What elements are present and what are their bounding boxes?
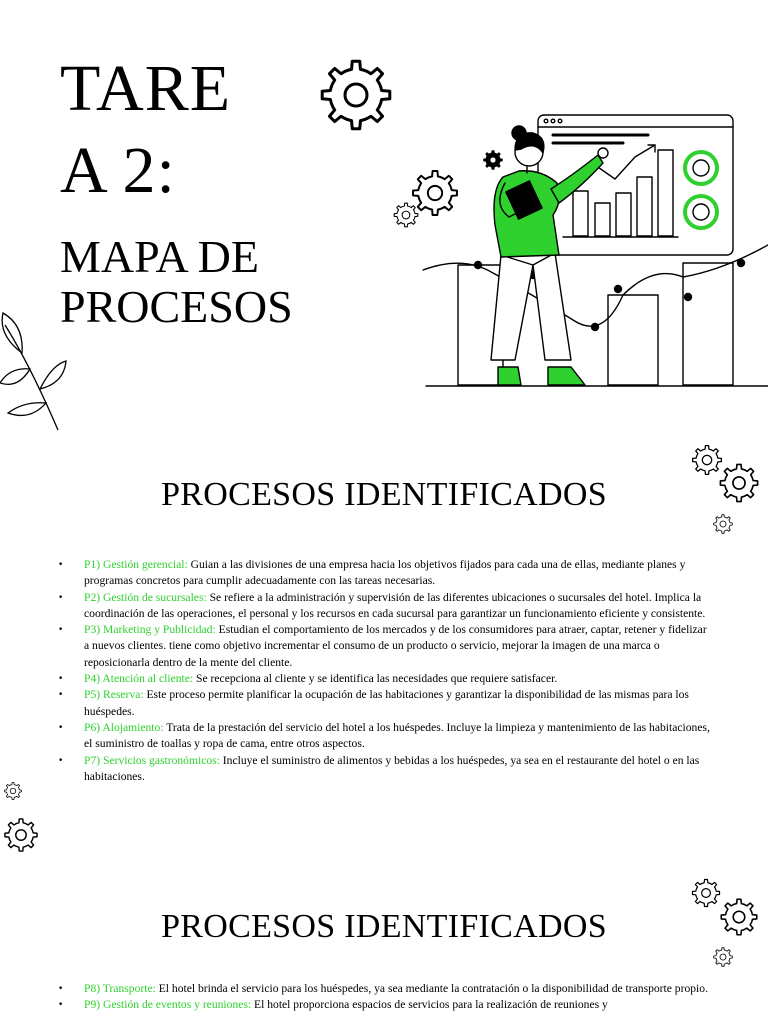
list-item: [58, 981, 710, 997]
list-item: [58, 687, 710, 720]
process-description: Se refiere a la administración y supervisión de las diferentes ubicaciones o sucursales del hotel. Implica la coordinación de las operaciones, el personal y los recursos en cada sucursal para garantizar un funcionamiento eficiente y consistente.: [84, 590, 706, 620]
list-item: [58, 590, 710, 623]
bullet-icon: •: [58, 755, 64, 766]
gear-icon: [718, 896, 760, 938]
bullet-icon: •: [58, 674, 64, 685]
process-label: P8) Transporte:: [84, 982, 156, 995]
slide-subtitle-line-2: PROCESOS: [60, 281, 293, 332]
bullet-icon: •: [58, 722, 64, 733]
gear-icon: [2, 816, 40, 854]
process-label: P1) Gestión gerencial:: [84, 558, 188, 571]
section-title: PROCESOS IDENTIFICADOS: [161, 908, 607, 945]
process-description: El hotel brinda el servicio para los huéspedes, ya sea mediante la contratación o la disponibilidad de transporte propio.: [155, 982, 708, 995]
processes-slide-2: [0, 864, 768, 1024]
process-description: Estudian el comportamiento de los mercados y de los consumidores para atraer, captar, retener y fidelizar a nuevos clientes. tiene como objetivo incrementar el consumo de un producto o servicio, mejorar la imagen de una marca o reposicionarla dentro de la mente del cliente.: [84, 623, 707, 669]
section-title: PROCESOS IDENTIFICADOS: [161, 476, 607, 513]
process-label: P3) Marketing y Publicidad:: [84, 623, 216, 637]
presenter-illustration: [423, 105, 768, 395]
gear-icon: [717, 461, 761, 505]
process-description: Incluye el suministro de alimentos y bebidas a los huéspedes, ya sea en el restaurante del hotel o en las habitaciones.: [84, 753, 700, 783]
bullet-icon: •: [58, 690, 64, 701]
process-label: P9) Gestión de eventos y reuniones:: [84, 998, 252, 1012]
process-label: P7) Servicios gastronómicos:: [84, 753, 220, 767]
leaf-branch-icon: [0, 305, 80, 432]
gear-icon: [712, 946, 734, 968]
bullet-icon: •: [58, 984, 64, 994]
process-description: El hotel proporciona espacios de servicios para la realización de reuniones y: [251, 998, 608, 1012]
gear-icon: [316, 55, 396, 135]
bullet-icon: •: [58, 1000, 64, 1011]
slide-title: [60, 48, 280, 212]
list-item: [58, 997, 710, 1013]
bullet-icon: •: [58, 625, 64, 636]
process-label: P4) Atención al cliente:: [84, 672, 194, 686]
process-description: Se recepciona al cliente y se identifica las necesidades que requiere satisfacer.: [193, 672, 558, 686]
gear-icon: [392, 201, 420, 229]
process-list: [58, 981, 710, 1014]
bullet-icon: •: [58, 592, 64, 603]
bullet-icon: •: [58, 560, 64, 570]
list-item: [58, 753, 710, 786]
list-item: [58, 557, 710, 590]
title-slide: [0, 0, 768, 432]
process-description: Este proceso permite planificar la ocupación de las habitaciones y garantizar la disponibilidad de las mismas para los huéspedes.: [84, 688, 689, 718]
gear-icon: [712, 513, 734, 535]
slide-subtitle-line-1: MAPA DE: [60, 231, 259, 282]
process-label: P5) Reserva:: [84, 688, 144, 702]
list-item: [58, 720, 710, 753]
gear-icon: [3, 781, 23, 801]
process-list: [58, 557, 710, 785]
slide-subtitle: [60, 232, 293, 332]
list-item: [58, 671, 710, 687]
processes-slide-1: [0, 432, 768, 864]
process-description: Guian a las divisiones de una empresa hacia los objetivos fijados para cada una de ellas, mediante planes y programas concretos para cumplir adecuadamente con las tareas necesarias.: [84, 558, 686, 588]
slide-title-line-1: TARE: [60, 52, 232, 125]
process-label: P2) Gestión de sucursales:: [84, 590, 207, 604]
process-description: Trata de la prestación del servicio del hotel a los huéspedes. Incluye la limpieza y mantenimiento de las habitaciones, el suministro de toallas y ropa de cama, entre otros aspectos.: [84, 720, 710, 751]
process-label: P6) Alojamiento:: [84, 720, 164, 734]
slide-title-line-2: A 2:: [60, 134, 176, 207]
list-item: [58, 622, 710, 671]
